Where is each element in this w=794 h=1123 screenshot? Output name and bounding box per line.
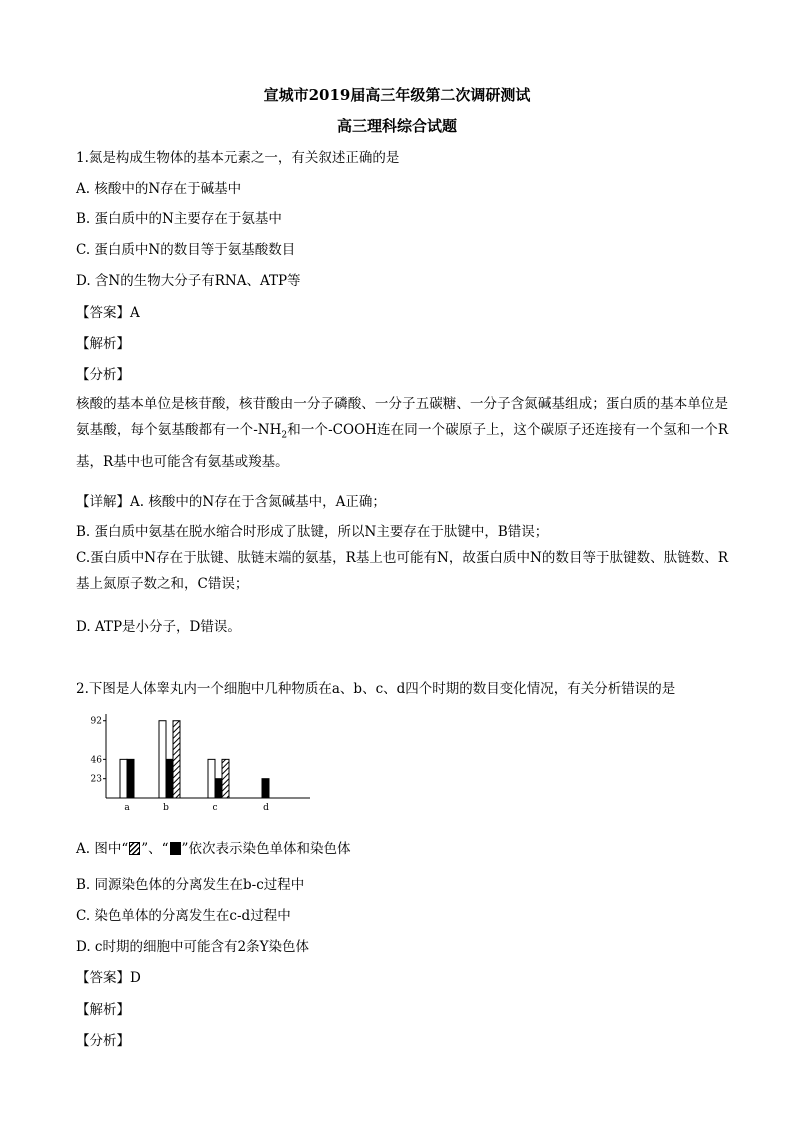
y-tick-label: 23 xyxy=(90,774,102,785)
q1-answer: 【答案】A xyxy=(76,305,140,321)
hatched-bar-icon xyxy=(129,842,140,855)
solid-bar-icon xyxy=(170,842,181,855)
q1-analysis-subscript: 2 xyxy=(281,430,288,441)
y-tick-label: 92 xyxy=(90,716,102,727)
document-title: 宣城市2019届高三年级第二次调研测试 xyxy=(263,86,531,104)
x-category-label: c xyxy=(212,803,218,813)
x-category-label: a xyxy=(124,803,130,813)
q1-option-d: D. 含N的生物大分子有RNA、ATP等 xyxy=(76,273,301,289)
y-tick-label: 46 xyxy=(90,755,102,766)
q1-stem: 1.氮是构成生物体的基本元素之一，有关叙述正确的是 xyxy=(76,150,400,166)
q2-answer: 【答案】D xyxy=(76,970,141,986)
q1-analysis-part1: 核酸的基本单位是核苷酸，核苷酸由一分子磷酸、一分子五碳糖、一分子含氮碱基组成；蛋白质的基本单位是氨基酸，每个氨基酸都有一个-NH xyxy=(76,396,728,438)
bar-d-solid xyxy=(262,779,269,798)
q2-option-d: D. c时期的细胞中可能含有2条Y染色体 xyxy=(76,939,309,955)
bar-a-solid xyxy=(127,759,134,798)
q1-analysis xyxy=(76,391,728,475)
bar-c-solid xyxy=(215,779,222,798)
bar-b-hatched xyxy=(173,721,180,798)
q2-option-a-mid: ”、“ xyxy=(141,841,169,857)
q2-option-b: B. 同源染色体的分离发生在b-c过程中 xyxy=(76,877,305,893)
q1-analysis-part2: 和一个-COOH连在同一个碳原子上，这个碳原子还连接有一个氢和一个R基，R基中也可能含有氨基或羧基。 xyxy=(76,422,728,470)
q2-option-c: C. 染色单体的分离发生在c-d过程中 xyxy=(76,908,291,924)
bar-c-white xyxy=(208,759,215,798)
x-category-label: b xyxy=(163,803,169,813)
bar-b-white xyxy=(159,721,166,798)
x-category-label: d xyxy=(263,803,269,813)
q2-option-a xyxy=(76,837,350,857)
bar-a-white xyxy=(120,759,127,798)
q1-detail-c: C.蛋白质中N存在于肽键、肽链末端的氨基，R基上也可能有N，故蛋白质中N的数目等于肽键数、肽链数、R基上氮原子数之和，C错误； xyxy=(76,550,728,592)
q2-option-a-post: ”依次表示染色单体和染色体 xyxy=(181,841,351,857)
q1-detail-a: 【详解】A. 核酸中的N存在于含氮碱基中，A正确； xyxy=(76,494,386,510)
q2-jiexi-label: 【解析】 xyxy=(76,1002,130,1018)
q2-stem: 2.下图是人体睾丸内一个细胞中几种物质在a、b、c、d四个时期的数目变化情况，有关分析错误的是 xyxy=(76,681,676,697)
q2-fenxi-label: 【分析】 xyxy=(76,1033,130,1049)
q1-detail-d: D. ATP是小分子，D错误。 xyxy=(76,619,241,635)
bar-c-hatched xyxy=(222,759,229,798)
q1-jiexi-label: 【解析】 xyxy=(76,336,130,352)
bar-chart xyxy=(86,706,316,816)
q1-option-c: C. 蛋白质中N的数目等于氨基酸数目 xyxy=(76,242,296,258)
bar-b-solid xyxy=(166,759,173,798)
q1-option-b: B. 蛋白质中的N主要存在于氨基中 xyxy=(76,211,282,227)
q1-option-a: A. 核酸中的N存在于碱基中 xyxy=(76,181,242,197)
document-subtitle: 高三理科综合试题 xyxy=(336,117,457,135)
q1-fenxi-label: 【分析】 xyxy=(76,367,130,383)
q2-option-a-pre: A. 图中“ xyxy=(76,841,129,857)
q1-detail-b: B. 蛋白质中氨基在脱水缩合时形成了肽键，所以N主要存在于肽键中，B错误； xyxy=(76,524,549,540)
